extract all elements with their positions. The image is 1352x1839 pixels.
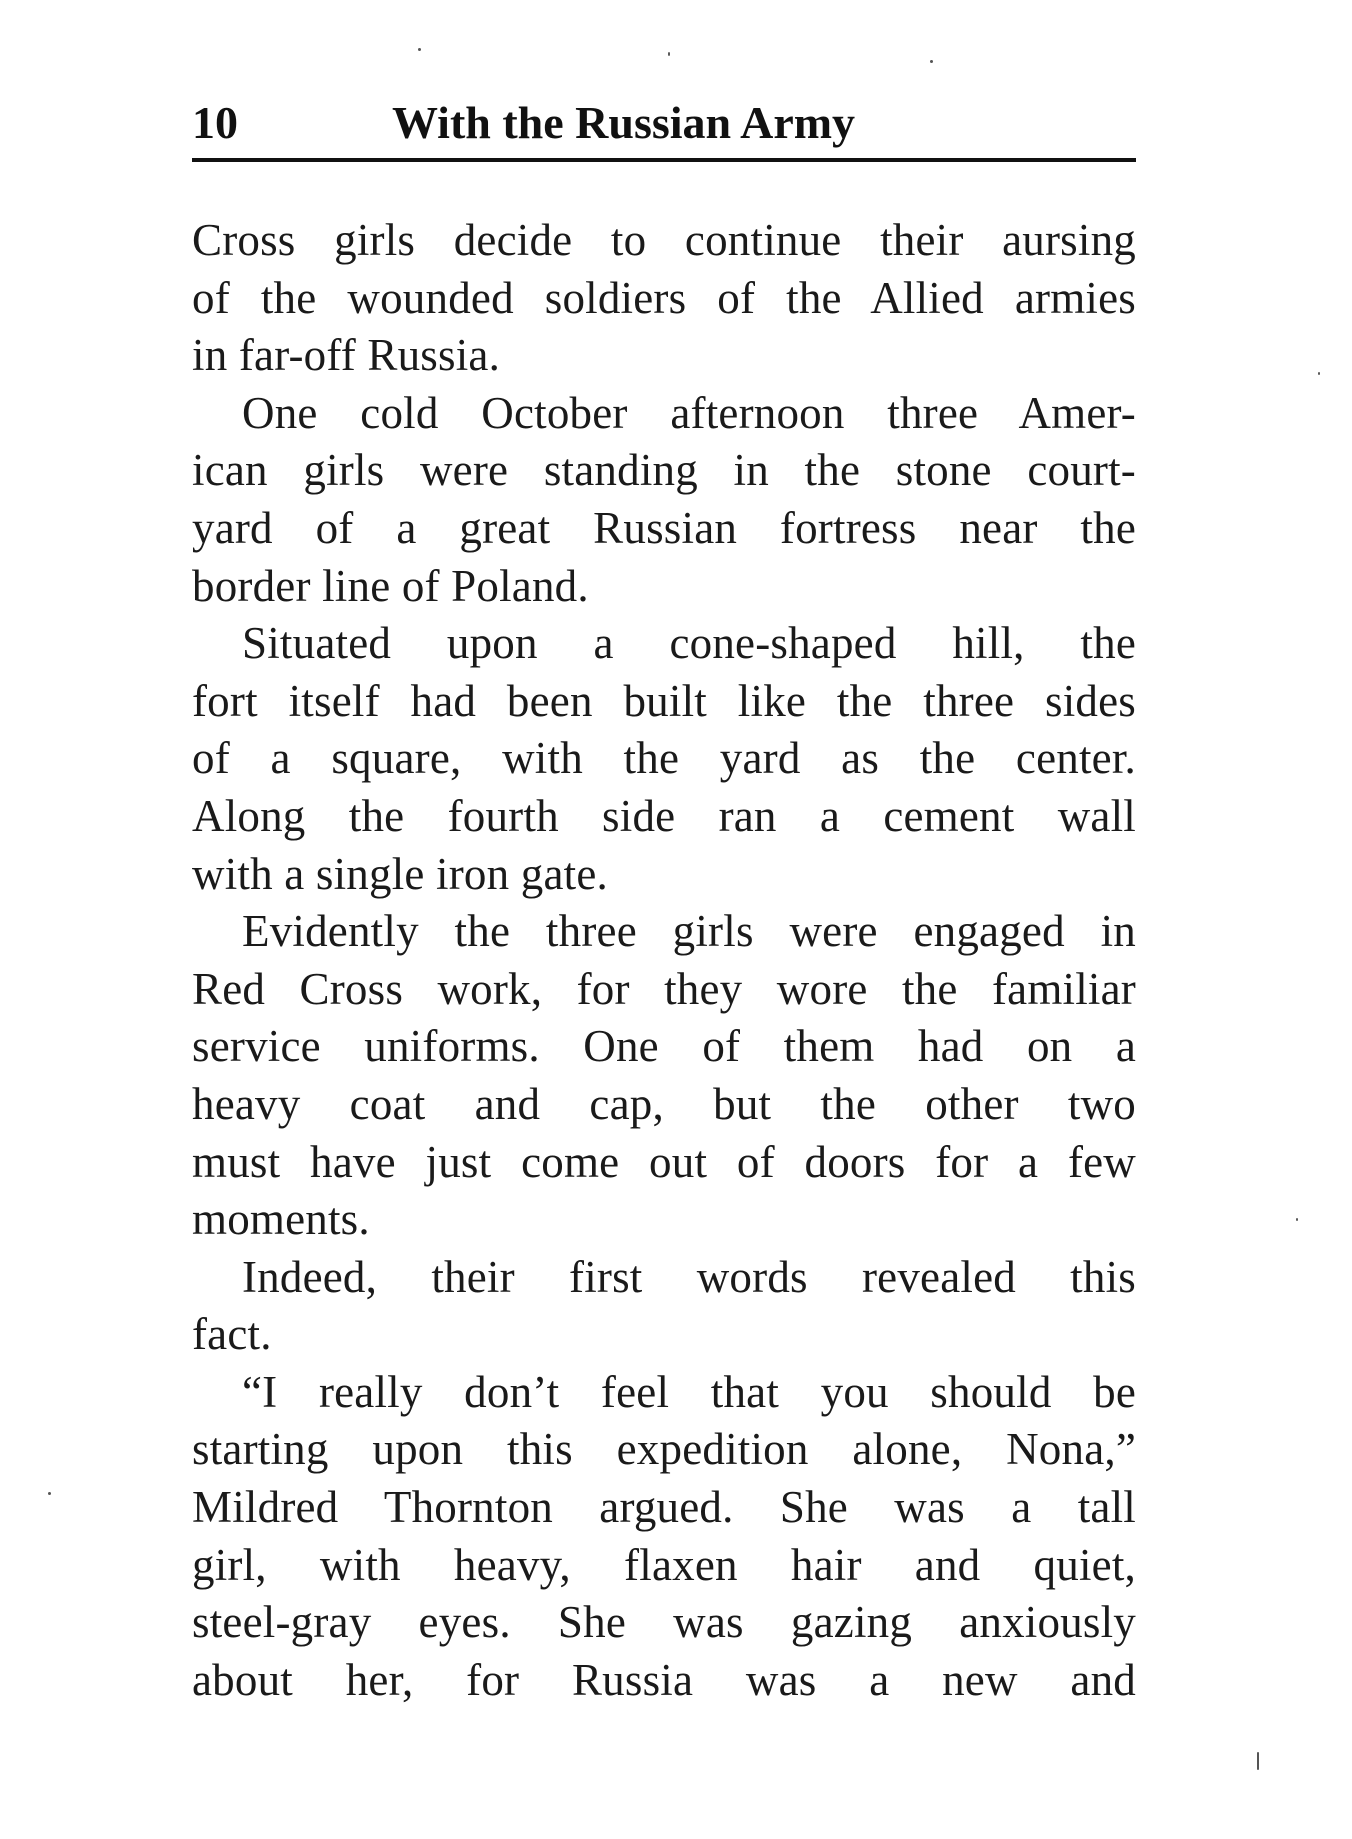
text-line: Indeed, their first words revealed this: [242, 1251, 1136, 1302]
text-line: of a square, with the yard as the center.: [192, 733, 1136, 784]
text-line: must have just come out of doors for a few: [192, 1136, 1136, 1187]
text-line: Evidently the three girls were engaged in: [242, 906, 1136, 957]
text-line: yard of a great Russian fortress near the: [192, 502, 1136, 553]
text-line: heavy coat and cap, but the other two: [192, 1078, 1136, 1129]
text-line: Cross girls decide to continue their aursing: [192, 215, 1136, 265]
text-line: Mildred Thornton argued. She was a tall: [192, 1482, 1136, 1533]
text-line: moments.: [192, 1194, 370, 1245]
page-header: [192, 92, 1136, 162]
scan-speck: [48, 1492, 51, 1495]
scan-speck: [1257, 1752, 1259, 1770]
scan-speck: [418, 48, 421, 51]
scan-speck: [1318, 372, 1320, 375]
running-title: With the Russian Army: [392, 97, 856, 148]
text-line: border line of Poland.: [192, 560, 589, 611]
scan-speck: [930, 60, 933, 63]
text-line: in far-off Russia.: [192, 330, 501, 381]
text-line: of the wounded soldiers of the Allied armies: [192, 272, 1136, 323]
text-line: about her, for Russia was a new and: [192, 1654, 1136, 1705]
text-line: fact.: [192, 1309, 272, 1360]
header-rule: [192, 158, 1136, 162]
text-line: ican girls were standing in the stone court-: [192, 445, 1136, 496]
text-line: fort itself had been built like the three sides: [192, 675, 1136, 726]
scan-speck: [668, 52, 670, 56]
text-line: service uniforms. One of them had on a: [192, 1021, 1136, 1072]
body-text: [192, 212, 1136, 1709]
text-line: starting upon this expedition alone, Nona,”: [192, 1424, 1136, 1475]
scan-speck: [1296, 1218, 1298, 1221]
page-number: 10: [192, 97, 238, 148]
text-line: One cold October afternoon three Amer-: [242, 387, 1136, 438]
text-line: girl, with heavy, flaxen hair and quiet,: [192, 1539, 1136, 1590]
text-line: Along the fourth side ran a cement wall: [192, 790, 1136, 841]
text-line: “I really don’t feel that you should be: [242, 1366, 1136, 1417]
text-line: Red Cross work, for they wore the familiar: [192, 963, 1136, 1014]
text-line: with a single iron gate.: [192, 848, 608, 899]
text-line: steel-gray eyes. She was gazing anxiously: [192, 1597, 1136, 1648]
text-line: Situated upon a cone-shaped hill, the: [242, 618, 1136, 669]
